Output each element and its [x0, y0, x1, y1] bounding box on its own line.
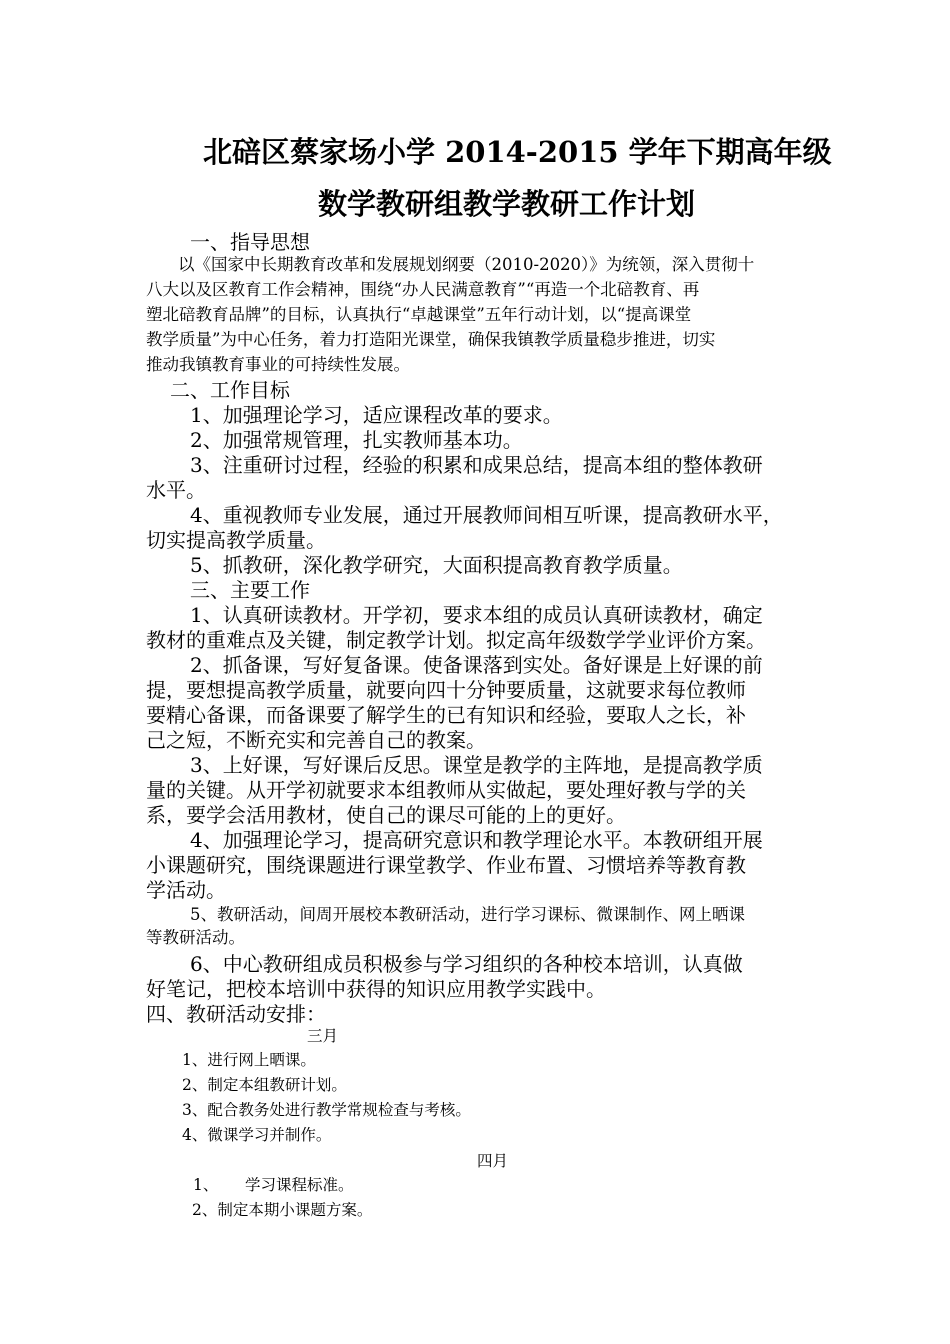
paragraph-line: 2、抓备课，写好复备课。使备课落到实处。备好课是上好课的前	[190, 653, 763, 677]
paragraph-line: 己之短，不断充实和完善自己的教案。	[146, 728, 486, 752]
paragraph-line: 切实提高教学质量。	[146, 528, 326, 552]
paragraph-line: 好笔记，把校本培训中获得的知识应用教学实践中。	[146, 977, 606, 1001]
paragraph-line: 教学质量”为中心任务，着力打造阳光课堂，确保我镇教学质量稳步推进，切实	[146, 330, 716, 349]
paragraph-line: 2、加强常规管理，扎实教师基本功。	[190, 428, 523, 452]
section-2-heading: 二、工作目标	[170, 378, 290, 402]
paragraph-line: 系，要学会活用教材，使自己的课尽可能的上的更好。	[146, 803, 626, 827]
paragraph-line: 以《国家中长期教育改革和发展规划纲要（2010-2020）》为统领，深入贯彻十	[178, 255, 755, 274]
title-line-2: 数学教研组教学教研工作计划	[318, 187, 696, 221]
paragraph-line: 等教研活动。	[146, 928, 245, 947]
list-item: 2、制定本期小课题方案。	[192, 1201, 373, 1219]
paragraph-line: 4、重视教师专业发展，通过开展教师间相互听课，提高教研水平，	[190, 503, 783, 527]
month-label-march: 三月	[307, 1027, 339, 1045]
paragraph-line: 5、教研活动，间周开展校本教研活动，进行学习课标、微课制作、网上晒课	[190, 905, 745, 924]
paragraph-line: 八大以及区教育工作会精神，围绕“办人民满意教育”“再造一个北碚教育、再	[146, 280, 700, 299]
paragraph-line: 推动我镇教育事业的可持续性发展。	[146, 355, 410, 374]
paragraph-line: 3、上好课，写好课后反思。课堂是教学的主阵地，是提高教学质	[190, 753, 763, 777]
paragraph-line: 小课题研究，围绕课题进行课堂教学、作业布置、习惯培养等教育教	[146, 853, 746, 877]
paragraph-line: 水平。	[146, 478, 206, 502]
section-1-heading: 一、指导思想	[190, 230, 310, 254]
paragraph-line: 学活动。	[146, 878, 226, 902]
title-line-1: 北碚区蔡家场小学 2014-2015 学年下期高年级	[203, 135, 832, 169]
section-3-heading: 三、主要工作	[190, 578, 310, 602]
paragraph-line: 塑北碚教育品牌”的目标，认真执行“卓越课堂”五年行动计划，以“提高课堂	[146, 305, 692, 324]
list-item: 学习课程标准。	[245, 1176, 354, 1194]
paragraph-line: 5、抓教研，深化教学研究，大面积提高教育教学质量。	[190, 553, 683, 577]
paragraph-line: 1、认真研读教材。开学初，要求本组的成员认真研读教材，确定	[190, 603, 763, 627]
paragraph-line: 6、中心教研组成员积极参与学习组织的各种校本培训，认真做	[190, 952, 743, 976]
list-item: 1、进行网上晒课。	[182, 1051, 316, 1069]
paragraph-line: 4、加强理论学习，提高研究意识和教学理论水平。本教研组开展	[190, 828, 763, 852]
paragraph-line: 1、加强理论学习，适应课程改革的要求。	[190, 403, 563, 427]
list-item-number: 1、	[193, 1176, 219, 1194]
list-item: 3、配合教务处进行教学常规检查与考核。	[182, 1101, 471, 1119]
paragraph-line: 要精心备课，而备课要了解学生的已有知识和经验，要取人之长，补	[146, 703, 746, 727]
month-label-april: 四月	[477, 1152, 509, 1170]
paragraph-line: 量的关键。从开学初就要求本组教师从实做起，要处理好教与学的关	[146, 778, 746, 802]
section-4-heading: 四、教研活动安排：	[146, 1002, 326, 1026]
list-item: 2、制定本组教研计划。	[182, 1076, 347, 1094]
list-item: 4、微课学习并制作。	[182, 1126, 332, 1144]
paragraph-line: 提，要想提高教学质量，就要向四十分钟要质量，这就要求每位教师	[146, 678, 746, 702]
paragraph-line: 3、注重研讨过程，经验的积累和成果总结，提高本组的整体教研	[190, 453, 763, 477]
paragraph-line: 教材的重难点及关键，制定教学计划。拟定高年级数学学业评价方案。	[146, 628, 766, 652]
